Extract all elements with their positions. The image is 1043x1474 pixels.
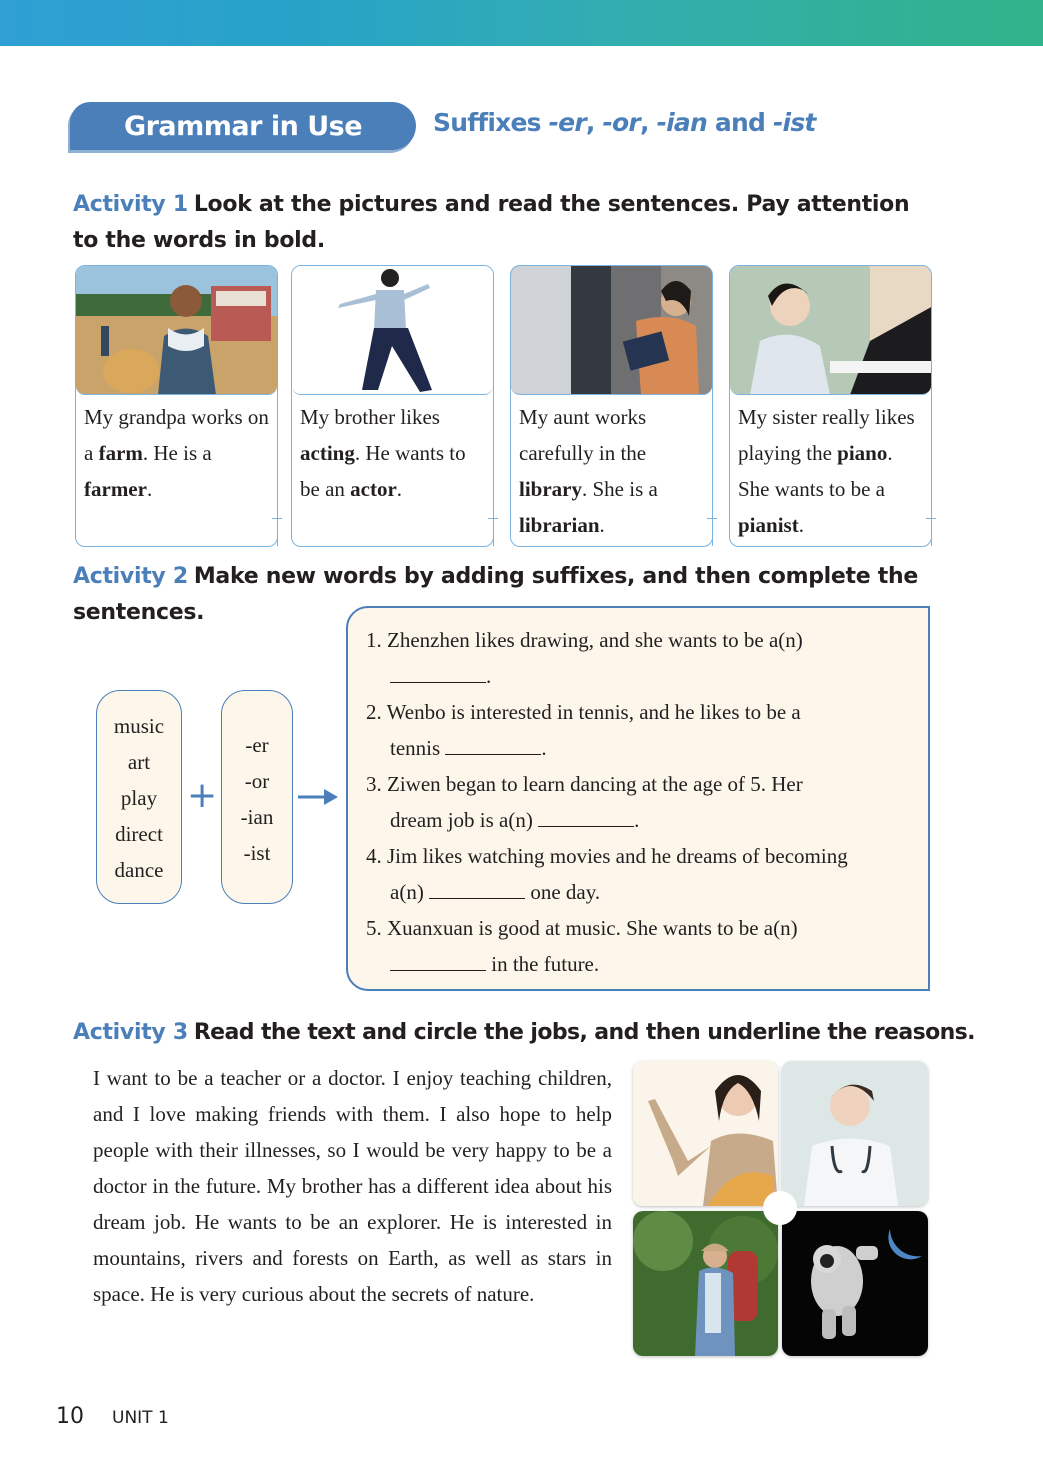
lesson-subtitle [433, 108, 816, 137]
text: . He is a [142, 441, 212, 465]
text: in the future. [486, 952, 600, 976]
librarian-photo [511, 266, 712, 395]
activity-3-heading [73, 1015, 975, 1051]
card-corner-mark [484, 518, 494, 546]
suffix-ian: -ian [656, 108, 707, 137]
subtitle-prefix: Suffixes [433, 108, 549, 137]
section-title: Grammar in Use [70, 102, 416, 150]
text: one day. [525, 880, 601, 904]
activity-instruction: Look at the pictures and read the sentences. Pay attention to the words in bold. [73, 192, 910, 253]
activity-instruction: Make new words by adding suffixes, and then complete the sentences. [73, 564, 918, 625]
sentence-line [366, 658, 910, 694]
text: . She is a [582, 477, 658, 501]
doctor-photo [782, 1061, 928, 1206]
top-banner [0, 0, 1043, 46]
text: a(n) [390, 880, 430, 904]
text: . [599, 513, 605, 537]
farmer-photo [76, 266, 277, 395]
sentences-box [346, 606, 930, 991]
sentence-line [366, 874, 910, 910]
bold-word: farm [98, 441, 143, 465]
sentence-line: 3. Ziwen began to learn dancing at the age of 5. Her [366, 772, 803, 796]
suffix-er: -er [548, 108, 586, 137]
unit-label: UNIT 1 [112, 1408, 169, 1428]
plus-icon: + [187, 775, 218, 816]
text: . [486, 664, 492, 688]
base-word: dance [114, 858, 164, 882]
suffixes-box [221, 690, 293, 904]
actor-photo [292, 266, 493, 395]
base-word: music [113, 714, 165, 738]
text: . [396, 477, 403, 501]
bold-word: acting [300, 441, 355, 465]
text: My aunt works carefully in the [519, 405, 647, 465]
teacher-photo [633, 1061, 778, 1206]
sentence-line [366, 802, 910, 838]
text: . [541, 736, 547, 760]
suffix: -ian [240, 805, 274, 829]
text: My brother likes [300, 405, 440, 429]
text: . He wants to be an [300, 441, 466, 501]
separator: , [639, 108, 657, 137]
answer-blank[interactable] [390, 665, 486, 683]
activity-card [291, 265, 494, 547]
card-text [519, 399, 706, 543]
base-word: direct [115, 822, 163, 846]
text: tennis [390, 736, 446, 760]
suffix-ist: -ist [772, 108, 816, 137]
activity-label: Activity 1 [73, 192, 188, 217]
sentence-line: 4. Jim likes watching movies and he dreams of becoming [366, 844, 848, 868]
card-corner-mark [268, 518, 278, 546]
sentence-line: 2. Wenbo is interested in tennis, and he likes to be a [366, 700, 801, 724]
base-word: art [127, 750, 151, 774]
answer-blank[interactable] [538, 809, 634, 827]
sentence-line: 5. Xuanxuan is good at music. She wants to be a(n) [366, 916, 798, 940]
activity-card [729, 265, 932, 547]
bold-word: farmer [84, 477, 147, 501]
card-text [738, 399, 925, 543]
answer-blank[interactable] [429, 881, 525, 899]
separator: and [706, 108, 773, 137]
sentence-line [366, 946, 910, 982]
activity-card [510, 265, 713, 547]
bold-word: piano [837, 441, 888, 465]
separator: , [585, 108, 603, 137]
astronaut-photo [782, 1211, 928, 1356]
explorer-photo [633, 1211, 778, 1356]
suffix: -er [245, 733, 269, 757]
text: . [146, 477, 153, 501]
bold-word: pianist [738, 513, 799, 537]
sentence-line: 1. Zhenzhen likes drawing, and she wants to be a(n) [366, 628, 803, 652]
suffix-or: -or [602, 108, 640, 137]
bold-word: librarian [519, 513, 600, 537]
activity-label: Activity 2 [73, 564, 188, 589]
card-corner-mark [703, 518, 713, 546]
page-number: 10 [56, 1404, 84, 1429]
activity-card [75, 265, 278, 547]
card-text [84, 399, 271, 507]
answer-blank[interactable] [390, 953, 486, 971]
activity-instruction: Read the text and circle the jobs, and then underline the reasons. [193, 1020, 975, 1045]
suffix: -ist [243, 841, 271, 865]
base-word: play [120, 786, 158, 810]
bold-word: library [519, 477, 582, 501]
suffix: -or [244, 769, 270, 793]
text: . [634, 808, 640, 832]
base-words-box [96, 690, 182, 904]
bold-word: actor [350, 477, 397, 501]
text: My sister really likes playing the [738, 405, 915, 465]
reading-passage: I want to be a teacher or a doctor. I enjoy teaching children, and I love making friends with them. I also hope to help people with their illnesses, so I would be very happy to be a doctor in the future. My brother has a different idea about his dream job. He wants to be an explorer. He is interested in mountains, rivers and forests on Earth, as well as stars in space. He is very curious about the secrets of nature. [93, 1066, 612, 1306]
sentence-line [366, 730, 910, 766]
text: . She wants to be a [738, 441, 893, 501]
text: dream job is a(n) [390, 808, 539, 832]
activity-1-heading [73, 187, 933, 259]
arrow-right-icon [298, 782, 340, 812]
card-text [300, 399, 487, 507]
card-corner-mark [922, 518, 932, 546]
answer-blank[interactable] [445, 737, 541, 755]
text: My grandpa works on a [84, 405, 269, 465]
text: . [798, 513, 804, 537]
activity-label: Activity 3 [73, 1020, 188, 1045]
photo-grid-center-dot [763, 1191, 797, 1225]
pianist-photo [730, 266, 931, 395]
